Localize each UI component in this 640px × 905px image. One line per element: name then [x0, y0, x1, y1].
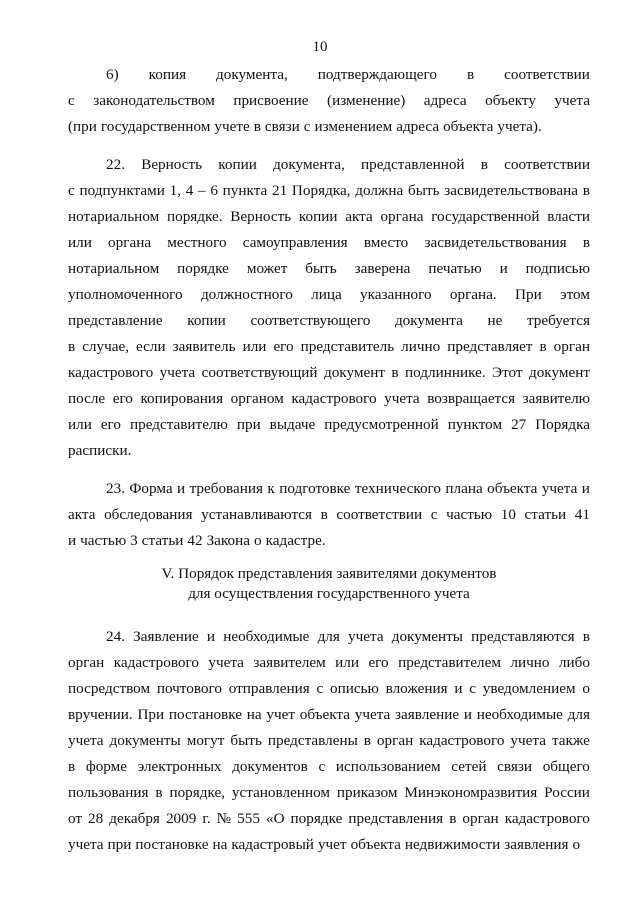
word: кадастре.	[265, 532, 326, 549]
word: учета	[68, 836, 104, 853]
word: соответствующего	[250, 312, 371, 329]
word: копия	[148, 66, 187, 83]
word: подлиннике.	[404, 364, 486, 381]
word: заявления	[504, 836, 569, 853]
word: в	[466, 66, 475, 83]
word: органа	[108, 234, 152, 251]
word: заявителю	[522, 390, 590, 407]
word: должностного	[200, 286, 293, 303]
word: органа.	[449, 286, 497, 303]
word: соответствующий	[201, 364, 318, 381]
word: в	[320, 506, 328, 523]
text-line	[68, 386, 590, 412]
word: 2009	[165, 810, 197, 827]
word: –	[198, 182, 206, 199]
word: Верность	[230, 208, 292, 225]
word: самоуправления	[242, 234, 348, 251]
word: представления	[348, 810, 444, 827]
text-line	[68, 702, 590, 728]
word: пункта	[222, 182, 268, 199]
word: с	[469, 680, 477, 697]
text-line	[68, 256, 590, 282]
word: необходимые	[223, 628, 310, 645]
word: использованием	[335, 758, 441, 775]
word: уполномоченного	[68, 286, 183, 303]
word: с	[68, 182, 75, 199]
word: (изменение)	[327, 92, 406, 109]
word: лично	[510, 654, 550, 671]
word: объекта	[299, 706, 350, 723]
word: связи	[264, 118, 300, 135]
word: адреса	[423, 92, 467, 109]
word: на	[246, 706, 262, 723]
word: объекта	[443, 118, 494, 135]
section-heading	[68, 564, 590, 604]
word: органом	[230, 390, 284, 407]
word: При	[515, 286, 542, 303]
word: требования	[189, 480, 263, 497]
word: быть	[305, 260, 337, 277]
word: соответствии	[504, 156, 590, 173]
word: подготовке	[279, 480, 351, 497]
word: предусмотренной	[324, 416, 439, 433]
word: от	[68, 810, 83, 827]
text-line	[68, 282, 590, 308]
word: копирования	[140, 390, 224, 407]
word: учета	[554, 92, 590, 109]
word: документы	[391, 628, 463, 645]
word: или	[68, 416, 92, 433]
word: России	[544, 784, 590, 801]
word: в	[363, 732, 371, 749]
word: вложения	[385, 680, 448, 697]
word: 10	[500, 506, 516, 523]
word: документы	[109, 732, 181, 749]
word: вручении.	[68, 706, 133, 723]
word: 4	[185, 182, 194, 199]
word: 555	[237, 810, 260, 827]
word: может	[246, 260, 288, 277]
text-line	[68, 476, 590, 502]
word: связи	[497, 758, 532, 775]
word: после	[68, 390, 106, 407]
word: кадастровый	[231, 836, 314, 853]
word: для	[567, 706, 590, 723]
word: необходимые	[476, 706, 563, 723]
word: адреса	[396, 118, 440, 135]
word: указанного	[360, 286, 432, 303]
word: 24.	[106, 628, 125, 645]
word: могут	[186, 732, 225, 749]
word: учета	[348, 628, 384, 645]
word: при	[107, 836, 132, 853]
word: форме	[85, 758, 128, 775]
word: о	[253, 532, 262, 549]
word: установленном	[231, 784, 330, 801]
word: 23.	[106, 480, 125, 497]
word: с	[318, 758, 326, 775]
word: или	[68, 234, 92, 251]
paragraph-gap	[68, 140, 590, 152]
word: заявление	[395, 706, 460, 723]
word: в	[68, 338, 76, 355]
word: для	[317, 628, 340, 645]
word: 6)	[106, 66, 119, 83]
word: описью	[329, 680, 379, 697]
word: документа,	[273, 156, 345, 173]
word: и	[177, 480, 186, 497]
word: документа,	[216, 66, 288, 83]
word: Порядка,	[291, 182, 351, 199]
word: 22.	[106, 156, 125, 173]
word: на	[212, 836, 228, 853]
word: подписью	[525, 260, 590, 277]
word: кадастрового	[419, 732, 505, 749]
word: учета).	[497, 118, 542, 135]
word: отправления	[228, 680, 310, 697]
word: учет	[317, 836, 347, 853]
word: и	[581, 480, 590, 497]
word: также	[551, 732, 590, 749]
word: приказом	[336, 784, 398, 801]
word: заявителем	[253, 654, 326, 671]
word: орган	[68, 654, 105, 671]
word: Закона	[206, 532, 250, 549]
text-line	[68, 676, 590, 702]
word: или	[242, 338, 267, 355]
word: нотариальном	[68, 260, 160, 277]
text-line	[68, 780, 590, 806]
word: учета	[384, 390, 420, 407]
word: в	[68, 758, 76, 775]
word: требуется	[526, 312, 590, 329]
word: о	[582, 680, 590, 697]
word: должна	[355, 182, 404, 199]
word: копии	[218, 156, 257, 173]
word: учета	[68, 732, 104, 749]
word: Этот	[492, 364, 523, 381]
page-number: 10	[312, 39, 328, 55]
word: 28	[88, 810, 104, 827]
text-line	[68, 832, 590, 858]
word: электронных	[137, 758, 222, 775]
word: порядке	[290, 810, 343, 827]
word: №	[216, 810, 232, 827]
word: обследования	[104, 506, 193, 523]
word: случае,	[82, 338, 130, 355]
word: 21	[272, 182, 288, 199]
word: 41	[574, 506, 590, 523]
word: подтверждающего	[317, 66, 437, 83]
word: порядке.	[166, 208, 223, 225]
word: кадастрового	[291, 390, 377, 407]
word: 27	[511, 416, 527, 433]
word: документ	[323, 364, 385, 381]
word: недвижимости	[404, 836, 501, 853]
word: с	[430, 506, 438, 523]
word: государственной	[431, 208, 540, 225]
word: кадастрового	[68, 364, 154, 381]
word: учета	[510, 732, 546, 749]
word: объекту	[485, 92, 536, 109]
word: присвоение	[233, 92, 309, 109]
word: соответствии	[336, 506, 423, 523]
word: Порядка	[535, 416, 590, 433]
word: с	[303, 118, 311, 135]
word: быть	[408, 182, 440, 199]
text-line	[68, 178, 590, 204]
word: постановке	[135, 836, 209, 853]
word: (при	[68, 118, 97, 135]
word: порядке	[177, 260, 229, 277]
word: документ	[528, 364, 590, 381]
word: частью	[80, 532, 127, 549]
paragraph-item-6	[68, 62, 590, 140]
word: его	[100, 416, 121, 433]
word: Верность	[141, 156, 203, 173]
word: представлены	[267, 732, 358, 749]
section-heading-line-2: для осуществления государственного учета	[188, 585, 470, 602]
word: 3	[130, 532, 138, 549]
word: быть	[230, 732, 262, 749]
word: местного	[167, 234, 227, 251]
word: сетей	[451, 758, 487, 775]
word: государственном	[100, 118, 211, 135]
text-line	[68, 308, 590, 334]
word: представителю	[129, 416, 228, 433]
word: изменением	[314, 118, 393, 135]
text-line	[68, 528, 590, 554]
word: засвидетельствована	[444, 182, 579, 199]
word: объекта	[487, 480, 538, 497]
word: 42	[187, 532, 203, 549]
word: соответствии	[504, 66, 590, 83]
text-line	[68, 114, 590, 140]
paragraph-item-23	[68, 476, 590, 554]
word: вместо	[363, 234, 409, 251]
text-line	[68, 62, 590, 88]
word: при	[236, 416, 261, 433]
word: и	[454, 680, 463, 697]
text-line	[68, 230, 590, 256]
word: представитель	[300, 338, 395, 355]
word: акта	[68, 506, 96, 523]
word: его	[112, 390, 133, 407]
text-line	[68, 754, 590, 780]
word: и	[499, 260, 508, 277]
word: Форма	[129, 480, 173, 497]
word: посредством	[68, 680, 151, 697]
text-line	[68, 502, 590, 528]
text-line	[68, 152, 590, 178]
word: его	[368, 654, 389, 671]
word: орган	[553, 338, 590, 355]
paragraph-item-24	[68, 624, 590, 858]
document-body	[68, 62, 590, 858]
word: в	[480, 156, 488, 173]
word: статьи	[141, 532, 184, 549]
word: в	[449, 810, 457, 827]
text-line	[68, 88, 590, 114]
text-line	[68, 806, 590, 832]
word: в	[539, 338, 547, 355]
word: порядке,	[169, 784, 226, 801]
word: в	[582, 182, 590, 199]
word: засвидетельствования	[424, 234, 567, 251]
word: власти	[547, 208, 590, 225]
word: представителем	[398, 654, 501, 671]
word: нотариальном	[68, 208, 160, 225]
word: уведомлением	[482, 680, 576, 697]
word: подпунктами	[79, 182, 165, 199]
word: учета	[541, 480, 578, 497]
word: и	[206, 628, 216, 645]
text-line	[68, 624, 590, 650]
word: не	[487, 312, 503, 329]
word: заявитель	[172, 338, 236, 355]
word: лично	[401, 338, 441, 355]
word: либо	[558, 654, 590, 671]
word: с	[316, 680, 324, 697]
word: технического	[354, 480, 441, 497]
text-line	[68, 412, 590, 438]
word: представление	[68, 312, 163, 329]
word: его	[273, 338, 294, 355]
word: Заявление	[133, 628, 199, 645]
word: общего	[542, 758, 590, 775]
text-line	[68, 360, 590, 386]
text-line	[68, 728, 590, 754]
word: При	[137, 706, 165, 723]
text-line	[68, 334, 590, 360]
word: почтового	[156, 680, 222, 697]
text-line	[68, 204, 590, 230]
section-heading-line-1: V. Порядок представления заявителями документов	[161, 565, 497, 582]
word: документов	[232, 758, 308, 775]
word: устанавливаются	[201, 506, 312, 523]
word: о	[572, 836, 581, 853]
text-line	[68, 650, 590, 676]
word: в	[391, 364, 399, 381]
word: копии	[298, 208, 338, 225]
word: в	[582, 234, 590, 251]
word: 1,	[169, 182, 181, 199]
word: расписки.	[68, 442, 132, 459]
word: выдаче	[269, 416, 316, 433]
word: орган	[462, 810, 499, 827]
word: этом	[560, 286, 590, 303]
word: копии	[187, 312, 226, 329]
word: частью	[446, 506, 493, 523]
word: возвращается	[427, 390, 516, 407]
word: с	[68, 92, 75, 109]
word: постановке	[168, 706, 242, 723]
word: объекта	[350, 836, 401, 853]
word: к	[267, 480, 275, 497]
word: представленной	[360, 156, 465, 173]
word: акта	[345, 208, 373, 225]
word: законодательством	[93, 92, 215, 109]
word: учете	[214, 118, 250, 135]
word: пунктом	[447, 416, 503, 433]
paragraph-item-22	[68, 152, 590, 464]
word: учета	[208, 654, 244, 671]
word: если	[136, 338, 166, 355]
word: в	[155, 784, 163, 801]
word: плана	[445, 480, 483, 497]
word: кадастрового	[113, 654, 199, 671]
word: орган	[376, 732, 414, 749]
word: и	[68, 532, 77, 549]
word: представляются	[471, 628, 575, 645]
word: учета	[159, 364, 196, 381]
word: статьи	[524, 506, 567, 523]
word: «О	[265, 810, 285, 827]
word: учет	[266, 706, 295, 723]
word: в	[582, 628, 590, 645]
word: г.	[202, 810, 211, 827]
word: в	[253, 118, 261, 135]
word: заверена	[354, 260, 411, 277]
word: кадастрового	[504, 810, 590, 827]
word: или	[335, 654, 359, 671]
word: 6	[210, 182, 218, 199]
word: органа	[380, 208, 424, 225]
word: учета	[354, 706, 391, 723]
word: Минэкономразвития	[404, 784, 538, 801]
paragraph-gap	[68, 464, 590, 476]
word: представляет	[447, 338, 533, 355]
word: документа	[394, 312, 463, 329]
word: пользования	[68, 784, 149, 801]
word: и	[463, 706, 472, 723]
word: лица	[311, 286, 342, 303]
word: печатью	[428, 260, 482, 277]
word: декабря	[109, 810, 160, 827]
text-line	[68, 438, 590, 464]
